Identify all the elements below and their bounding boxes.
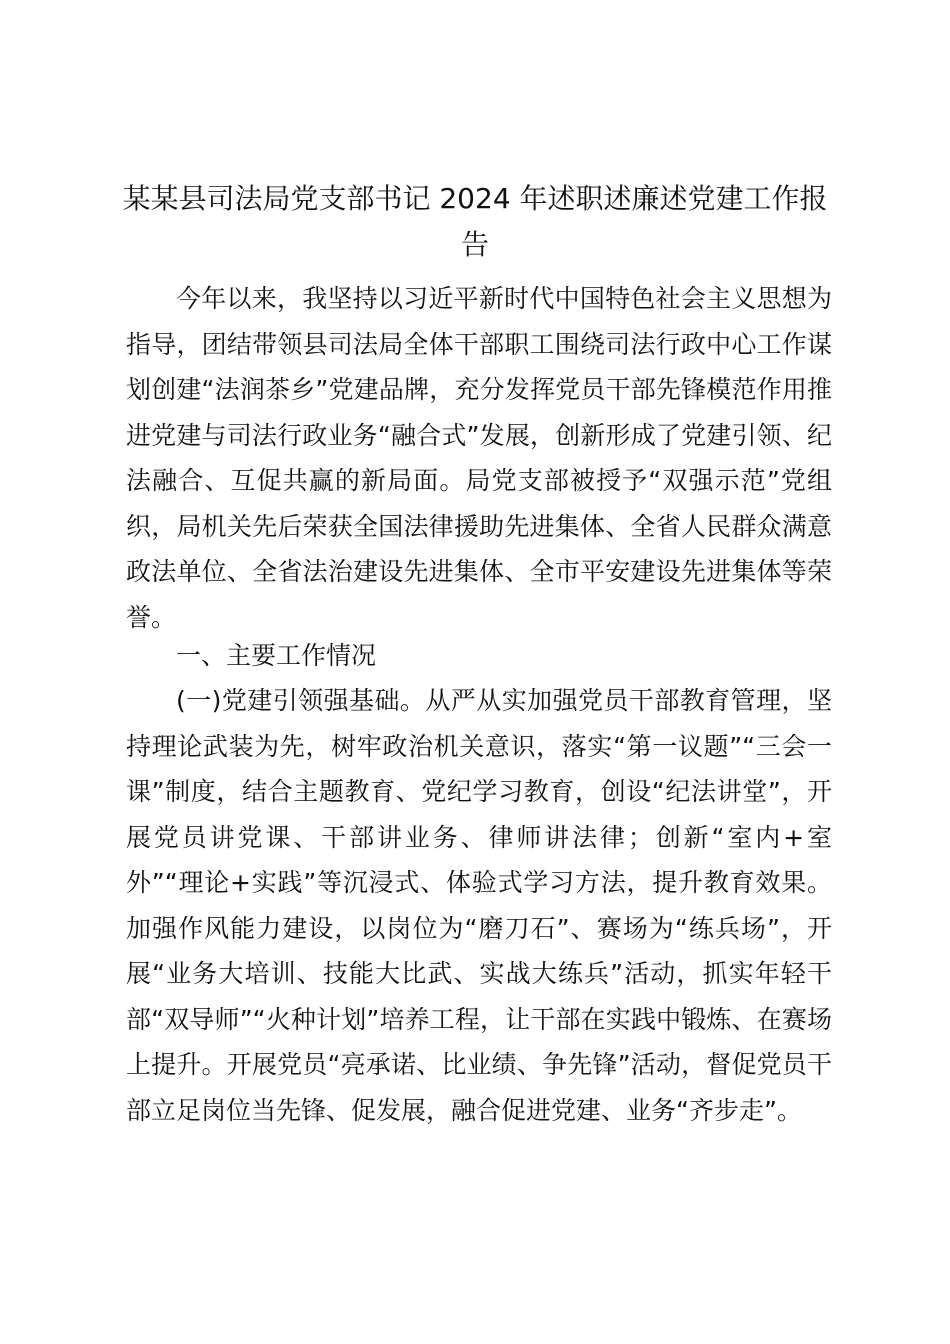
intro-paragraph: 今年以来，我坚持以习近平新时代中国特色社会主义思想为指导，团结带领县司法局全体干部职工围绕司法行政中心工作谋划创建“法润茶乡”党建品牌，充分发挥党员干部先锋模范作用推进党建与司法行政业务“融合式”发展，创新形成了党建引领、纪法融合、互促共赢的新局面。局党支部被授予“双强示范”党组织，局机关先后荣获全国法律援助先进集体、全省人民群众满意政法单位、全省法治建设先进集体、全市平安建设先进集体等荣誉。 xyxy=(126,284,832,632)
section-paragraph: (一)党建引领强基础。从严从实加强党员干部教育管理，坚持理论武装为先，树牢政治机关意识，落实“第一议题”“三会一课”制度，结合主题教育、党纪学习教育，创设“纪法讲堂”，开展党员讲党课、干部讲业务、律师讲法律；创新“室内+室外”“理论+实践”等沉浸式、体验式学习方法，提升教育效果。加强作风能力建设，以岗位为“磨刀石”、赛场为“练兵场”，开展“业务大培训、技能大比武、实战大练兵”活动，抓实年轻干部“双导师”“火种计划”培养工程，让干部在实践中锻炼、在赛场上提升。开展党员“亮承诺、比业绩、争先锋”活动，督促党员干部立足岗位当先锋、促发展，融合促进党建、业务“齐步走”。 xyxy=(126,686,832,1125)
section-heading: 一、主要工作情况 xyxy=(176,641,377,670)
document-title: 某某县司法局党支部书记 2024 年述职述廉述党建工作报告 xyxy=(122,182,828,261)
